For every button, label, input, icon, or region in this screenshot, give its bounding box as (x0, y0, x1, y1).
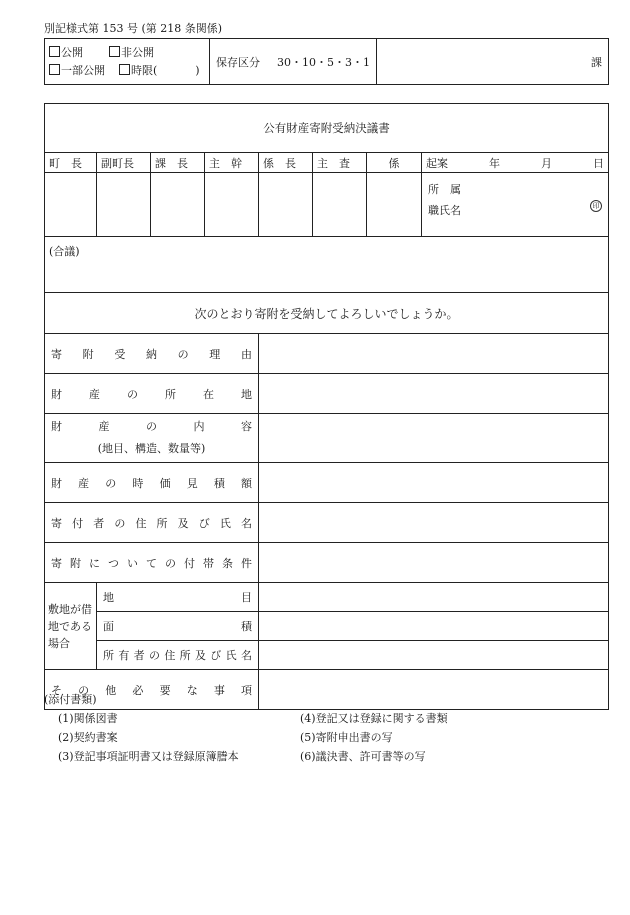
label-reason (45, 334, 259, 374)
label-conditions-char: 条 (222, 556, 233, 570)
label-donor-char: 及 (177, 516, 189, 530)
stamp-town-mayor[interactable] (45, 173, 97, 237)
kian-name-label: 職氏名 (428, 204, 461, 217)
label-location (45, 374, 259, 414)
value-location[interactable] (259, 374, 609, 414)
label-conditions-char: つ (108, 556, 119, 570)
value-conditions[interactable] (259, 543, 609, 583)
attachment-item: (6)議決書、許可書等の写 (300, 750, 426, 763)
label-content-char: 産 (98, 420, 110, 433)
label-valuation-char: 見 (186, 476, 198, 490)
approver-inspector: 主 査 (313, 153, 367, 173)
label-valuation-char: 額 (240, 476, 252, 490)
value-land-category[interactable] (259, 583, 609, 612)
kian-header (422, 153, 609, 173)
checkbox-private[interactable] (109, 46, 120, 57)
label-content-char: 財 (51, 420, 62, 433)
label-conditions-char: 附 (70, 556, 81, 570)
label-content-char: 内 (193, 420, 205, 433)
label-owner-char: 者 (133, 649, 145, 662)
kian-year: 年 (489, 156, 500, 170)
seal-icon: 印 (590, 200, 602, 212)
attachment-item: (3)登記事項証明書又は登録原簿謄本 (58, 750, 239, 763)
label-donor (45, 503, 259, 543)
checkbox-timed[interactable] (119, 64, 130, 75)
value-donor[interactable] (259, 503, 609, 543)
gougi-label: (合議) (49, 245, 80, 258)
label-timed-close: ) (195, 63, 200, 77)
label-conditions-char: 寄 (51, 556, 62, 570)
stamp-staff[interactable] (367, 173, 422, 237)
label-valuation-char: 財 (51, 476, 62, 490)
section-cell[interactable] (377, 39, 609, 85)
label-reason-char: の (177, 347, 189, 361)
label-valuation-char: 時 (132, 476, 144, 490)
label-owner-char: 有 (118, 649, 130, 662)
label-owner-char: 住 (164, 649, 176, 662)
checkbox-partial[interactable] (49, 64, 60, 75)
stamp-inspector[interactable] (313, 173, 367, 237)
label-owner-char: 名 (240, 649, 252, 662)
label-owner-char: び (210, 649, 222, 662)
resolution-table (44, 103, 609, 710)
label-location-char: 在 (203, 387, 214, 401)
label-conditions-char: 付 (184, 556, 195, 570)
approver-unit-chief: 係 長 (259, 153, 313, 173)
retention-values: 30・10・5・3・1 (277, 55, 370, 69)
label-other-char: 要 (159, 683, 171, 697)
label-reason-char: 附 (82, 347, 94, 361)
label-donor-char: 名 (240, 516, 252, 530)
label-conditions-char: に (89, 556, 100, 570)
label-conditions (45, 543, 259, 583)
label-valuation-char: 価 (159, 476, 171, 490)
label-borrowed-land: 敷地が借地である場合 (45, 583, 97, 670)
label-conditions-char: い (127, 556, 138, 570)
attachment-item: (5)寄附申出書の写 (300, 731, 393, 744)
label-conditions-char: て (146, 556, 157, 570)
label-conditions-char: の (165, 556, 176, 570)
label-donor-char: 所 (156, 516, 168, 530)
attachments-title: (添付書類) (44, 693, 97, 706)
checkbox-public[interactable] (49, 46, 60, 57)
attachment-item: (2)契約書案 (58, 731, 118, 744)
kian-details (422, 173, 609, 237)
label-content-char: の (146, 420, 157, 433)
label-land-category (97, 583, 259, 612)
label-location-char: 財 (51, 387, 62, 401)
label-donor-char: び (198, 516, 210, 530)
stamp-section-chief[interactable] (151, 173, 205, 237)
value-content[interactable] (259, 414, 609, 463)
attachments (44, 690, 560, 766)
label-location-char: 所 (165, 387, 176, 401)
label-conditions-char: 件 (241, 556, 252, 570)
label-content-char: 容 (241, 420, 252, 433)
label-area-char: 積 (241, 620, 252, 633)
label-content (45, 414, 259, 463)
label-valuation-char: 産 (78, 476, 90, 490)
label-land-category-char: 地 (103, 591, 114, 604)
label-location-char: 産 (89, 387, 100, 401)
label-public: 公開 (61, 45, 83, 59)
label-other-char: な (186, 683, 198, 697)
label-owner-char: 所 (179, 649, 191, 662)
approver-deputy-mayor: 副町長 (97, 153, 151, 173)
label-location-char: 地 (241, 387, 252, 401)
section-suffix: 課 (591, 55, 602, 69)
stamp-supervisor[interactable] (205, 173, 259, 237)
label-owner (97, 641, 259, 670)
attachment-item: (4)登記又は登録に関する書類 (300, 712, 448, 725)
label-valuation (45, 463, 259, 503)
label-owner-char: の (148, 649, 160, 662)
stamp-deputy-mayor[interactable] (97, 173, 151, 237)
header-box (44, 38, 609, 85)
attachment-item: (1)関係図書 (58, 712, 118, 725)
label-private: 非公開 (121, 45, 154, 59)
label-reason-char: 寄 (51, 347, 62, 361)
label-donor-char: 住 (135, 516, 147, 530)
label-reason-char: 由 (240, 347, 252, 361)
label-partial: 一部公開 (61, 63, 105, 77)
label-owner-char: 所 (103, 649, 114, 662)
stamp-unit-chief[interactable] (259, 173, 313, 237)
label-other-char: 事 (213, 683, 225, 697)
label-valuation-char: 積 (213, 476, 225, 490)
label-other-char: 項 (240, 683, 252, 697)
label-other-char: そ (51, 683, 62, 697)
label-other-char: の (78, 683, 90, 697)
label-conditions-char: 帯 (203, 556, 214, 570)
disclosure-cell (45, 39, 210, 85)
label-reason-char: 受 (114, 347, 126, 361)
label-donor-char: 付 (72, 516, 84, 530)
kian-affiliation: 所 属 (428, 183, 461, 196)
label-other-char: 必 (132, 683, 144, 697)
label-donor-char: 氏 (219, 516, 231, 530)
approver-town-mayor: 町 長 (45, 153, 97, 173)
label-donor-char: 者 (93, 516, 105, 530)
label-reason-char: 理 (209, 347, 221, 361)
value-reason[interactable] (259, 334, 609, 374)
value-valuation[interactable] (259, 463, 609, 503)
value-owner[interactable] (259, 641, 609, 670)
form-caption: 別記様式第 153 号 (第 218 条関係) (44, 22, 223, 35)
label-area-char: 面 (103, 620, 114, 633)
label-donor-char: 寄 (51, 516, 62, 530)
label-location-char: の (127, 387, 138, 401)
value-area[interactable] (259, 612, 609, 641)
retention-cell (210, 39, 377, 85)
label-donor-char: の (114, 516, 126, 530)
approver-supervisor: 主 幹 (205, 153, 259, 173)
label-land-category-char: 目 (241, 591, 252, 604)
label-reason-char: 納 (145, 347, 157, 361)
approver-staff: 係 (367, 153, 422, 173)
label-content-sub: (地目、構造、数量等) (97, 442, 206, 455)
label-valuation-char: の (105, 476, 117, 490)
label-area (97, 612, 259, 641)
approver-section-chief: 課 長 (151, 153, 205, 173)
document-title: 公有財産寄附受納決議書 (45, 104, 609, 153)
kian-day: 日 (593, 156, 604, 170)
label-other-char: 他 (105, 683, 117, 697)
label-owner-char: 氏 (225, 649, 237, 662)
kian-month: 月 (541, 156, 552, 170)
kian-label: 起案 (426, 156, 448, 170)
retention-label: 保存区分 (216, 55, 260, 69)
question-text: 次のとおり寄附を受納してよろしいでしょうか。 (45, 293, 609, 334)
gougi-cell[interactable] (45, 237, 609, 293)
label-timed: 時限( (131, 63, 158, 77)
label-owner-char: 及 (194, 649, 206, 662)
